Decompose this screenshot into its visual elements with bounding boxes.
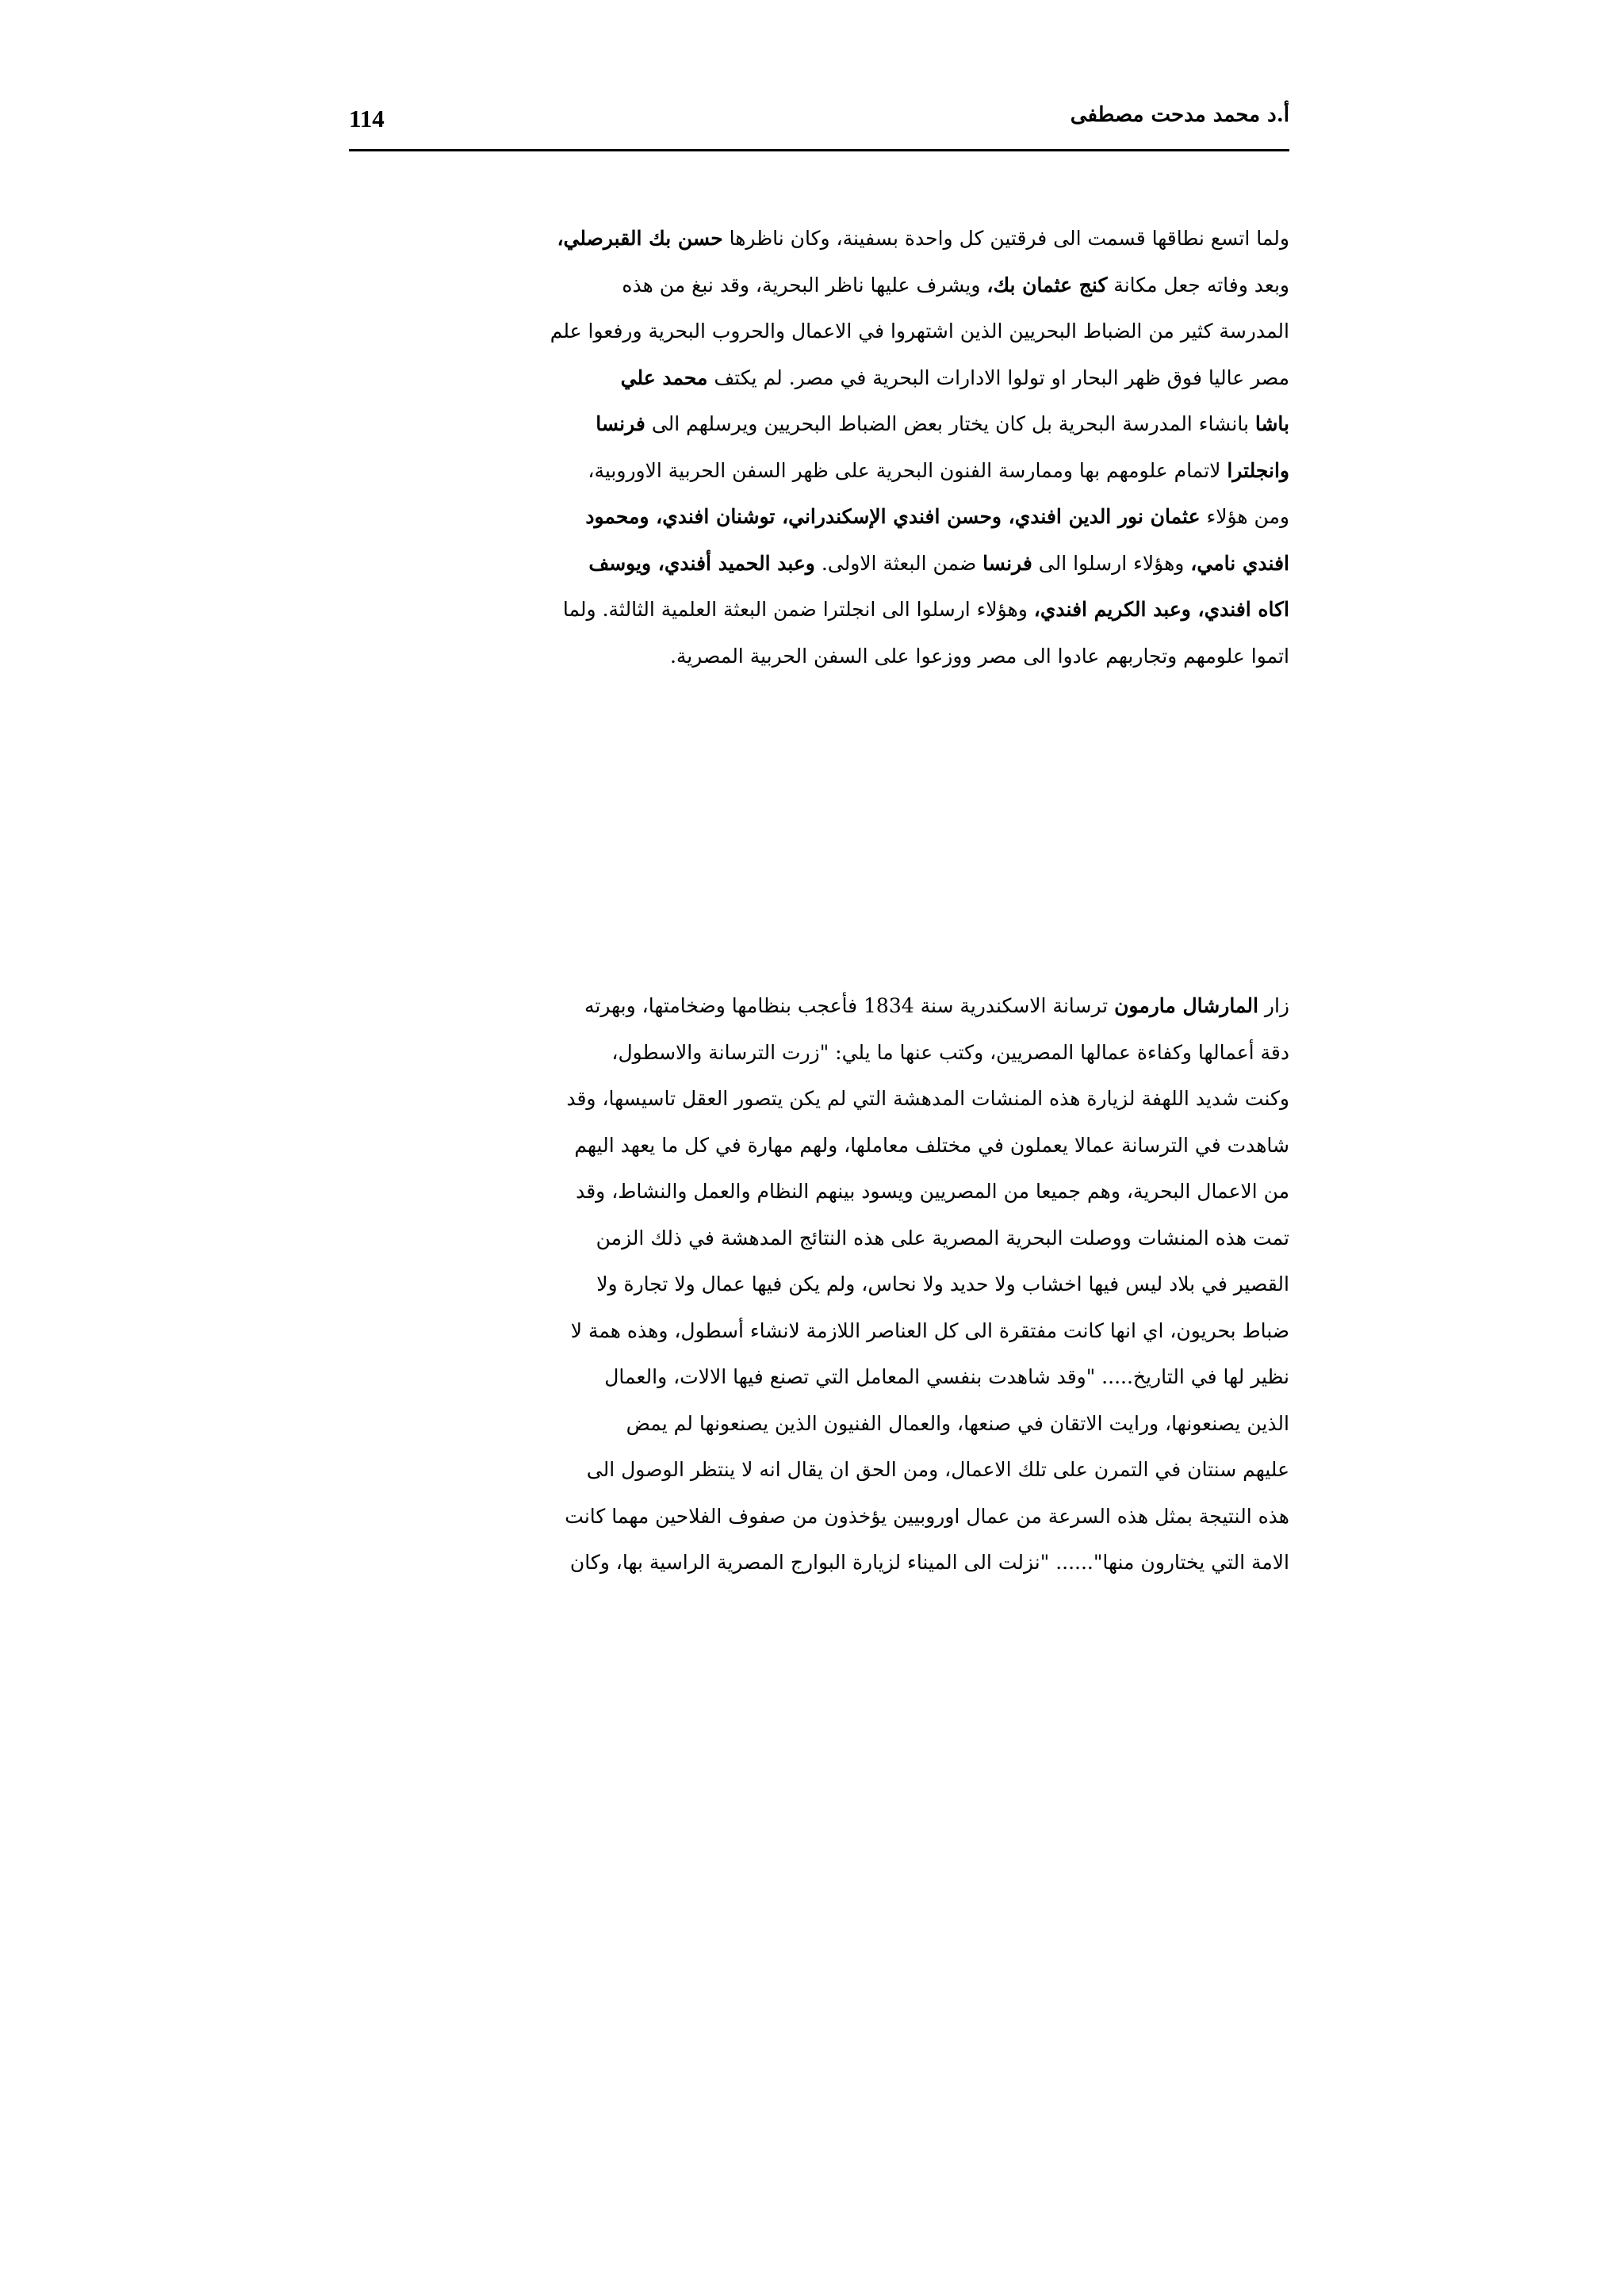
text-line: ومن هؤلاء عثمان نور الدين افندي، وحسن افندي الإسكندراني، توشنان افندي، ومحمود [585,505,1289,528]
running-head-author: أ.د محمد مدحت مصطفى [1070,103,1289,127]
text-line: من الاعمال البحرية، وهم جميعا من المصريين ويسود بينهم النظام والعمل والنشاط، وقد [576,1180,1289,1203]
paragraph-naval-school [349,216,1289,679]
text-line: الذين يصنعونها، ورايت الاتقان في صنعها، والعمال الفنيون الذين يصنعونها لم يمض [626,1411,1289,1435]
text-line: المدرسة كثير من الضباط البحريين الذين اشتهروا في الاعمال والحروب البحرية ورفعوا علم [550,320,1289,342]
page-number: 114 [349,105,385,132]
text-line: اتموا علومهم وتجاربهم عادوا الى مصر ووزعوا على السفن الحربية المصرية. [669,644,1289,668]
text-line: باشا بانشاء المدرسة البحرية بل كان يختار بعض الضباط البحريين ويرسلهم الى فرنسا [596,412,1289,435]
text-line: زار المارشال مارمون ترسانة الاسكندرية سنة 1834 فأعجب بنظامها وضخامتها، وبهرته [584,994,1289,1017]
text-line: الامة التي يختارون منها"...... "نزلت الى الميناء لزيارة البوارج المصرية الراسية بها، وكان [569,1551,1289,1574]
text-line: اكاه افندي، وعبد الكريم افندي، وهؤلاء ارسلوا الى انجلترا ضمن البعثة العلمية الثالثة. ولما [562,598,1289,621]
text-line: ضباط بحريون، اي انها كانت مفتقرة الى كل العناصر اللازمة لانشاء أسطول، وهذه همة لا [570,1318,1289,1342]
text-line: افندي نامي، وهؤلاء ارسلوا الى فرنسا ضمن البعثة الاولى. وعبد الحميد أفندي، ويوسف [588,551,1289,575]
text-line: هذه النتيجة بمثل هذه السرعة من عمال اوروبيين يؤخذون من صفوف الفلاحين مهما كانت [565,1504,1289,1528]
text-line: ولما اتسع نطاقها قسمت الى فرقتين كل واحدة بسفينة، وكان ناظرها حسن بك القبرصلي، [557,227,1289,250]
text-line: القصير في بلاد ليس فيها اخشاب ولا حديد ولا نحاس، ولم يكن فيها عمال ولا تجارة ولا [596,1272,1289,1295]
text-line: نظير لها في التاريخ..... "وقد شاهدت بنفسي المعامل التي تصنع فيها الالات، والعمال [604,1365,1289,1388]
paragraph-marmont-visit [349,983,1289,1586]
header-rule [349,149,1289,151]
text-line: وانجلترا لاتمام علومهم بها وممارسة الفنون البحرية على ظهر السفن الحربية الاوروبية، [588,458,1289,482]
page-header [349,101,1289,152]
text-line: وبعد وفاته جعل مكانة كنج عثمان بك، ويشرف عليها ناظر البحرية، وقد نبغ من هذه [622,273,1289,297]
text-line: وكنت شديد اللهفة لزيارة هذه المنشات المدهشة التي لم يكن يتصور العقل تاسيسها، وقد [566,1087,1289,1110]
text-line: شاهدت في الترسانة عمالا يعملون في مختلف معاملها، ولهم مهارة في كل ما يعهد اليهم [574,1133,1289,1157]
text-line: تمت هذه المنشات ووصلت البحرية المصرية على هذه النتائج المدهشة في ذلك الزمن [596,1226,1289,1249]
text-line: دقة أعمالها وكفاءة عمالها المصريين، وكتب عنها ما يلي: "زرت الترسانة والاسطول، [611,1040,1289,1064]
text-line: مصر عاليا فوق ظهر البحار او تولوا الادارات البحرية في مصر. لم يكتف محمد علي [620,365,1289,389]
text-line: عليهم سنتان في التمرن على تلك الاعمال، ومن الحق ان يقال انه لا ينتظر الوصول الى [586,1458,1289,1481]
